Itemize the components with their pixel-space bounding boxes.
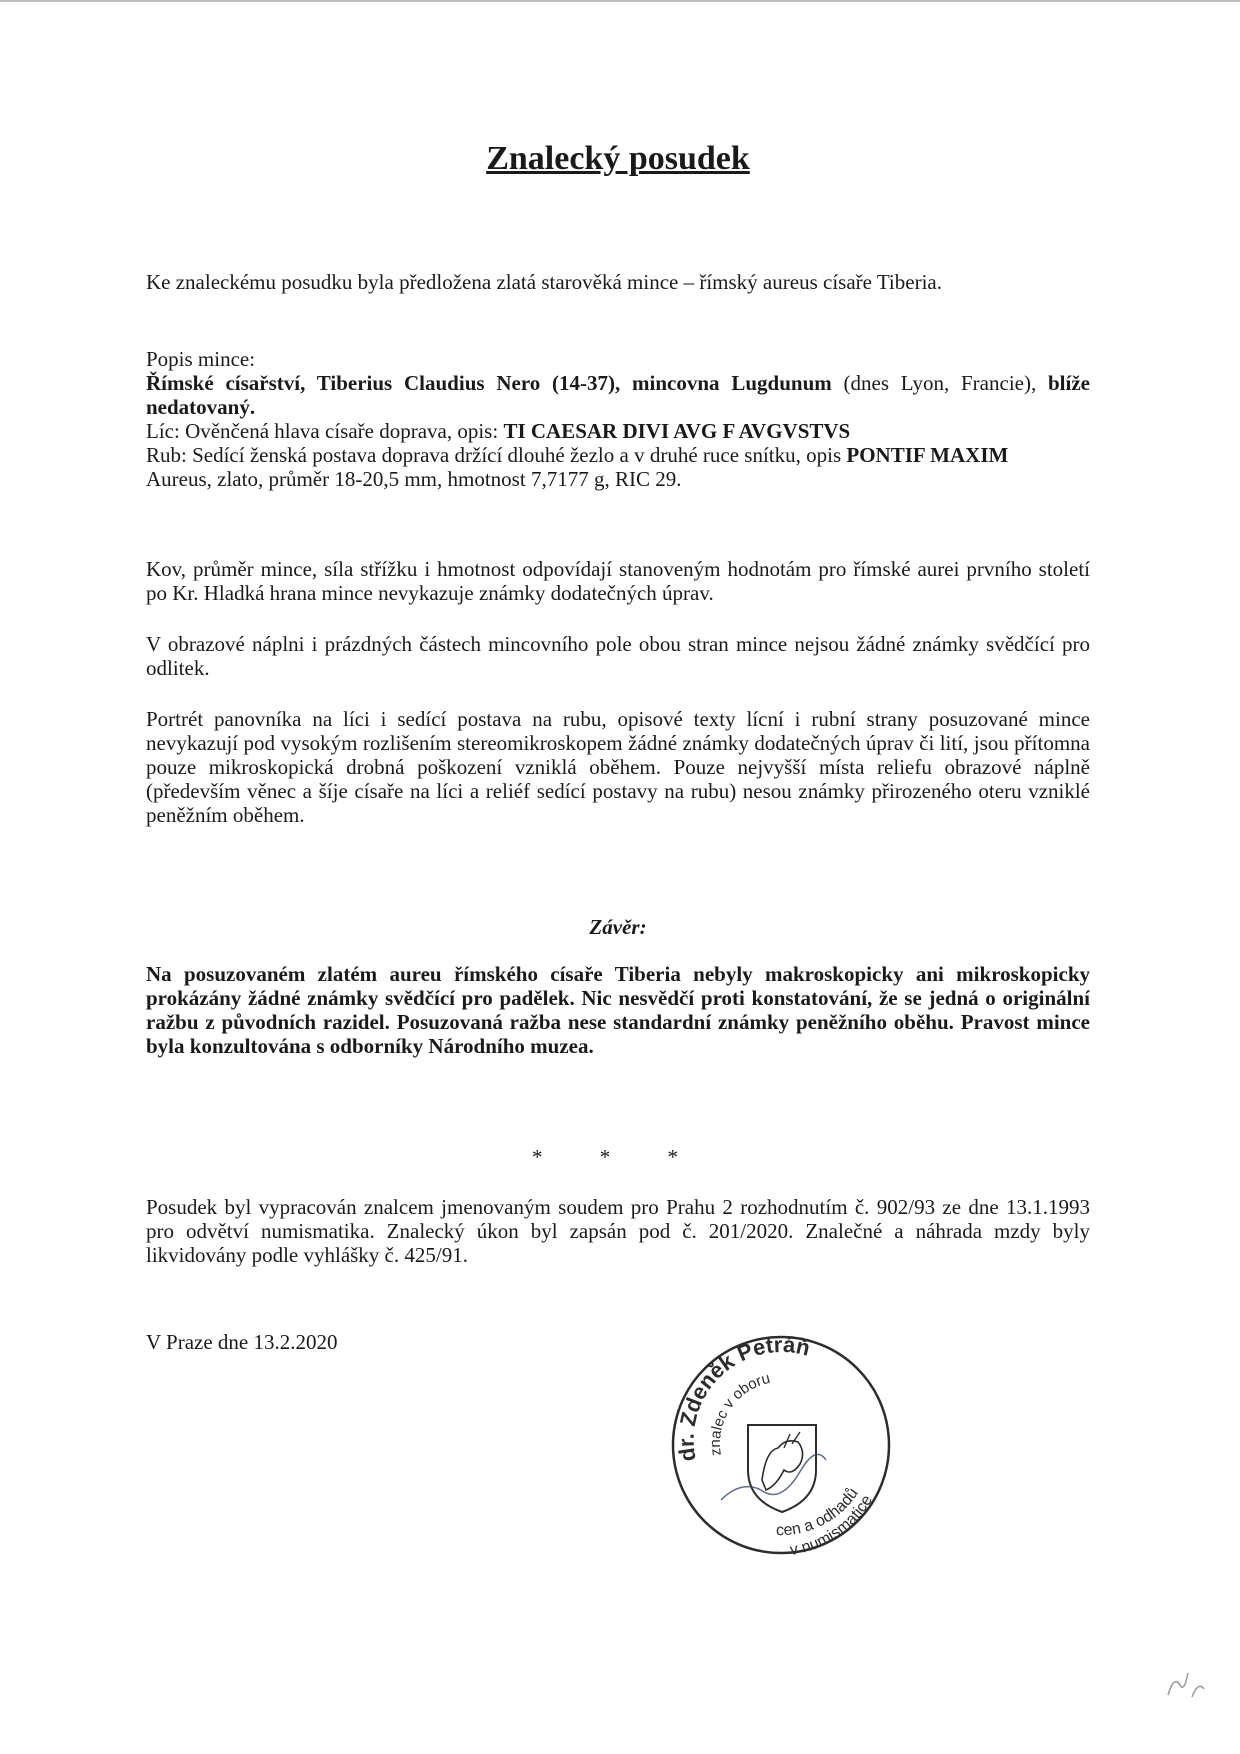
intro-text: Ke znaleckému posudku byla předložena zlatá starověká mince – římský aureus císaře Tiberia. bbox=[146, 270, 942, 294]
top-border-line bbox=[0, 0, 1240, 2]
section-separator: * * * bbox=[532, 1145, 704, 1169]
stamp-bottom-text: cen a odhadů bbox=[775, 1485, 862, 1540]
description-heading: Popis mince: bbox=[146, 347, 256, 371]
metal-paragraph bbox=[146, 557, 1090, 605]
description-location: (dnes Lyon, Francie), bbox=[831, 371, 1048, 395]
expert-stamp bbox=[666, 1330, 896, 1560]
description-specs: Aureus, zlato, průměr 18-20,5 mm, hmotnost 7,7177 g, RIC 29. bbox=[146, 467, 682, 491]
field-text: V obrazové náplni i prázdných částech mincovního pole obou stran mince nejsou žádné známky svědčící pro odlitek. bbox=[146, 632, 1090, 680]
metal-text: Kov, průměr mince, síla střížku i hmotnost odpovídají stanoveným hodnotám pro římské aurei prvního století po Kr. Hladká hrana mince nevykazuje známky dodatečných úprav. bbox=[146, 557, 1090, 605]
dateline: V Praze dne 13.2.2020 bbox=[146, 1330, 338, 1354]
stamp-bottom-text-2: v numismatice bbox=[788, 1492, 876, 1560]
intro-paragraph bbox=[146, 270, 1090, 294]
portrait-text: Portrét panovníka na líci i sedící postava na rubu, opisové texty lícní i rubní strany posuzované mince nevykazují pod vysokým rozlišením stereomikroskopem žádné známky dodatečných úprav či lití, jsou přítomna pouze mikroskopická drobná poškození vzniklá oběhem. Pouze nejvyšší místa reliefu obrazové náplně (především věnec a šíje císaře na líci a reliéf sedící postavy na rubu) nesou známky přirozeného oteru vzniklé peněžním oběhem. bbox=[146, 707, 1090, 827]
stamp-outer-text: dr. Zdeněk Petráň bbox=[673, 1331, 813, 1464]
obverse-label: Líc: Ověnčená hlava císaře doprava, opis: bbox=[146, 419, 504, 443]
description-obverse bbox=[146, 419, 1090, 443]
field-paragraph bbox=[146, 632, 1090, 680]
corner-scribble bbox=[1160, 1655, 1210, 1705]
coin-description bbox=[146, 347, 1090, 491]
stamp-inner-text: znalec v oboru bbox=[706, 1369, 772, 1457]
description-dating: blíže nedatovaný. bbox=[146, 371, 1090, 419]
reverse-legend: PONTIF MAXIM bbox=[846, 443, 1009, 467]
obverse-legend: TI CAESAR DIVI AVG F AVGVSTVS bbox=[503, 419, 851, 443]
reverse-label: Rub: Sedící ženská postava doprava držící dlouhé žezlo a v druhé ruce snítku, opis bbox=[146, 443, 847, 467]
conclusion-heading: Závěr: bbox=[589, 915, 647, 939]
document-title: Znalecký posudek bbox=[486, 140, 750, 177]
footer-paragraph: Posudek byl vypracován znalcem jmenovaným soudem pro Prahu 2 rozhodnutím č. 902/93 ze dne 13.1.1993 pro odvětví numismatika. Znalecký úkon byl zapsán pod č. 201/2020. Znalečné a náhrada mzdy byly likvidovány podle vyhlášky č. 425/91. bbox=[146, 1195, 1090, 1267]
description-reverse bbox=[146, 443, 1090, 467]
description-line1 bbox=[146, 371, 1090, 419]
description-ruler: Římské císařství, Tiberius Claudius Nero (14-37), mincovna Lugdunum bbox=[146, 371, 832, 395]
conclusion-paragraph: Na posuzovaném zlatém aureu římského císaře Tiberia nebyly makroskopicky ani mikroskopicky prokázány žádné známky svědčící pro padělek. Nic nesvědčí proti konstatování, že se jedná o originální ražbu z původních razidel. Posuzovaná ražba nese standardní známky peněžního oběhu. Pravost mince byla konzultována s odborníky Národního muzea. bbox=[146, 962, 1090, 1058]
stamp-shield-emblem bbox=[748, 1425, 816, 1512]
portrait-paragraph bbox=[146, 707, 1090, 827]
